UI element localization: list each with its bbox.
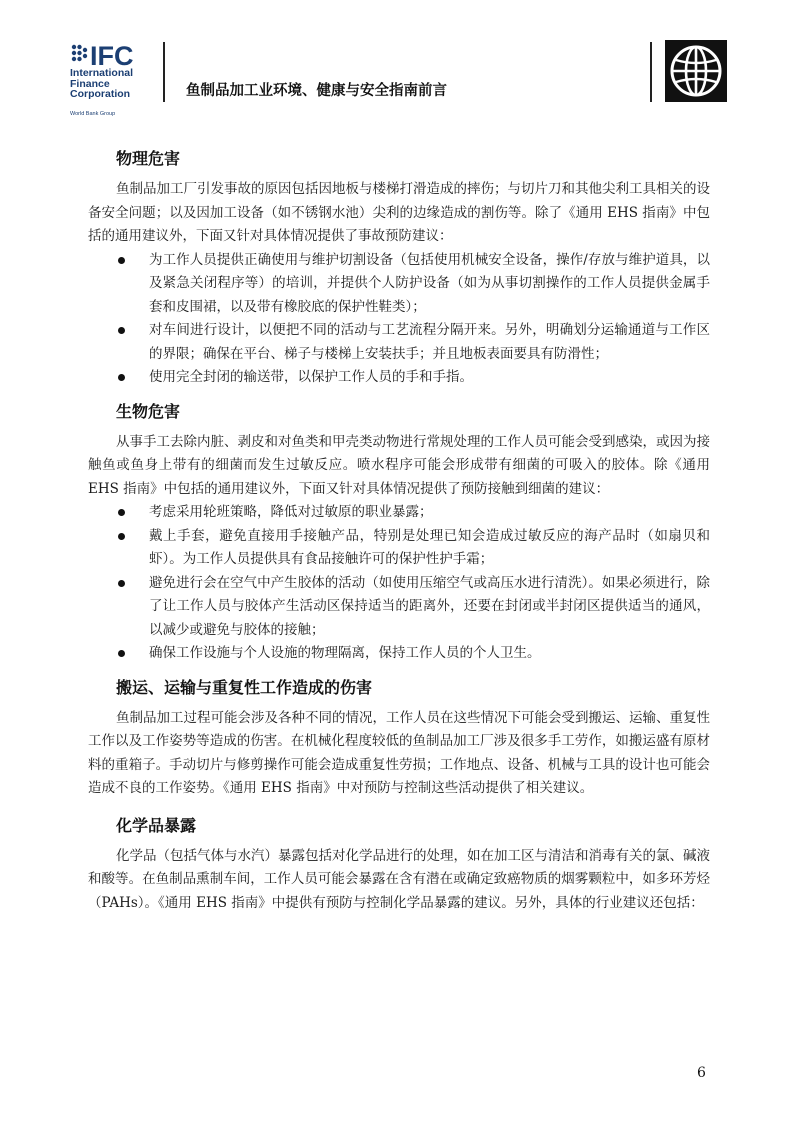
paragraph: 鱼制品加工过程可能会涉及各种不同的情况，工作人员在这些情况下可能会受到搬运、运输、重复性工作以及工作姿势等造成的伤害。在机械化程度较低的鱼制品加工厂涉及很多手工劳作，如搬运盛有原材料的重箱子。手动切片与修剪操作可能会造成重复性劳损；工作地点、设备、机械与工具的设计也可能会造成不良的工作姿势。《通用 EHS 指南》中对预防与控制这些活动提供了相关建议。	[88, 709, 710, 796]
list-item	[88, 366, 710, 390]
bullet-icon	[118, 257, 125, 264]
bullet-list	[88, 501, 710, 666]
header-title: 鱼制品加工业环境、健康与安全指南前言	[186, 83, 447, 99]
list-item	[88, 501, 710, 525]
header-divider-right	[650, 42, 652, 102]
ifc-logo-letters: IFC	[90, 42, 134, 68]
section-heading: 生物危害	[116, 401, 181, 421]
list-item-text: 戴上手套，避免直接用手接触产品，特别是处理已知会造成过敏反应的海产品时（如扇贝和虾）。为工作人员提供具有食品接触许可的保护性护手霜；	[149, 527, 710, 567]
list-item-text: 考虑采用轮班策略，降低对过敏原的职业暴露；	[149, 504, 433, 520]
ifc-logo-mark	[70, 42, 155, 68]
page-header	[0, 0, 793, 125]
bullet-icon	[118, 650, 125, 657]
list-item	[88, 525, 710, 572]
section-heading: 物理危害	[116, 149, 181, 168]
list-item	[88, 572, 710, 643]
list-item	[88, 249, 710, 320]
list-item-text: 避免进行会在空气中产生胶体的活动（如使用压缩空气或高压水进行清洗）。如果必须进行，除了让工作人员与胶体产生活动区保持适当的距离外，还要在封闭或半封闭区提供适当的通风，以减少或避免与胶体的接触；	[149, 574, 710, 638]
list-item-text: 为工作人员提供正确使用与维护切割设备（包括使用机械安全设备，操作/存放与维护道具，以及紧急关闭程序等）的培训，并提供个人防护设备（如为从事切割操作的工作人员提供金属手套和皮围裙，以及带有橡胶底的保护性鞋类）；	[149, 251, 710, 315]
paragraph: 鱼制品加工厂引发事故的原因包括因地板与楼梯打滑造成的摔伤；与切片刀和其他尖利工具相关的设备安全问题；以及因加工设备（如不锈钢水池）尖利的边缘造成的割伤等。除了《通用 EHS 指南》中包括的通用建议外，下面又针对具体情况提供了事故预防建议：	[88, 181, 710, 244]
ifc-group-label: World Bank Group	[70, 111, 116, 117]
ifc-name-line: Finance	[70, 77, 110, 90]
header-divider-left	[163, 42, 165, 102]
bullet-icon	[118, 533, 125, 540]
world-bank-globe-icon	[665, 40, 727, 102]
paragraph: 化学品（包括气体与水汽）暴露包括对化学品进行的处理，如在加工区与清洁和消毒有关的氯、碱液和酸等。在鱼制品熏制车间，工作人员可能会暴露在含有潜在或确定致癌物质的烟雾颗粒中，如多环芳烃（PAHs）。《通用 EHS 指南》中提供有预防与控制化学品暴露的建议。另外，具体的行业建议还包括：	[88, 847, 710, 911]
section-heading: 搬运、运输与重复性工作造成的伤害	[116, 677, 373, 697]
ifc-name-line: Corporation	[70, 88, 131, 100]
ifc-name-line: International	[70, 67, 134, 79]
list-item-text: 对车间进行设计，以便把不同的活动与工艺流程分隔开来。另外，明确划分运输通道与工作区的界限；确保在平台、梯子与楼梯上安装扶手；并且地板表面要具有防滑性；	[149, 322, 710, 362]
list-item-text: 使用完全封闭的输送带，以保护工作人员的手和手指。	[149, 369, 473, 385]
bullet-icon	[118, 327, 125, 334]
document-body	[88, 146, 710, 915]
page-number: 6	[697, 1065, 706, 1081]
list-item	[88, 642, 710, 666]
section-heading: 化学品暴露	[116, 815, 197, 835]
bullet-icon	[118, 374, 125, 381]
bullet-icon	[118, 580, 125, 587]
list-item	[88, 319, 710, 366]
ifc-name	[70, 68, 160, 100]
ifc-logo	[70, 42, 155, 117]
paragraph: 从事手工去除内脏、剥皮和对鱼类和甲壳类动物进行常规处理的工作人员可能会受到感染，或因为接触鱼或鱼身上带有的细菌而发生过敏反应。喷水程序可能会形成带有细菌的可吸入的胶体。除《通用 EHS 指南》中包括的通用建议外，下面又针对具体情况提供了预防接触到细菌的建议：	[88, 433, 710, 497]
bullet-list	[88, 249, 710, 390]
bullet-icon	[118, 509, 125, 516]
list-item-text: 确保工作设施与个人设施的物理隔离，保持工作人员的个人卫生。	[149, 645, 541, 661]
